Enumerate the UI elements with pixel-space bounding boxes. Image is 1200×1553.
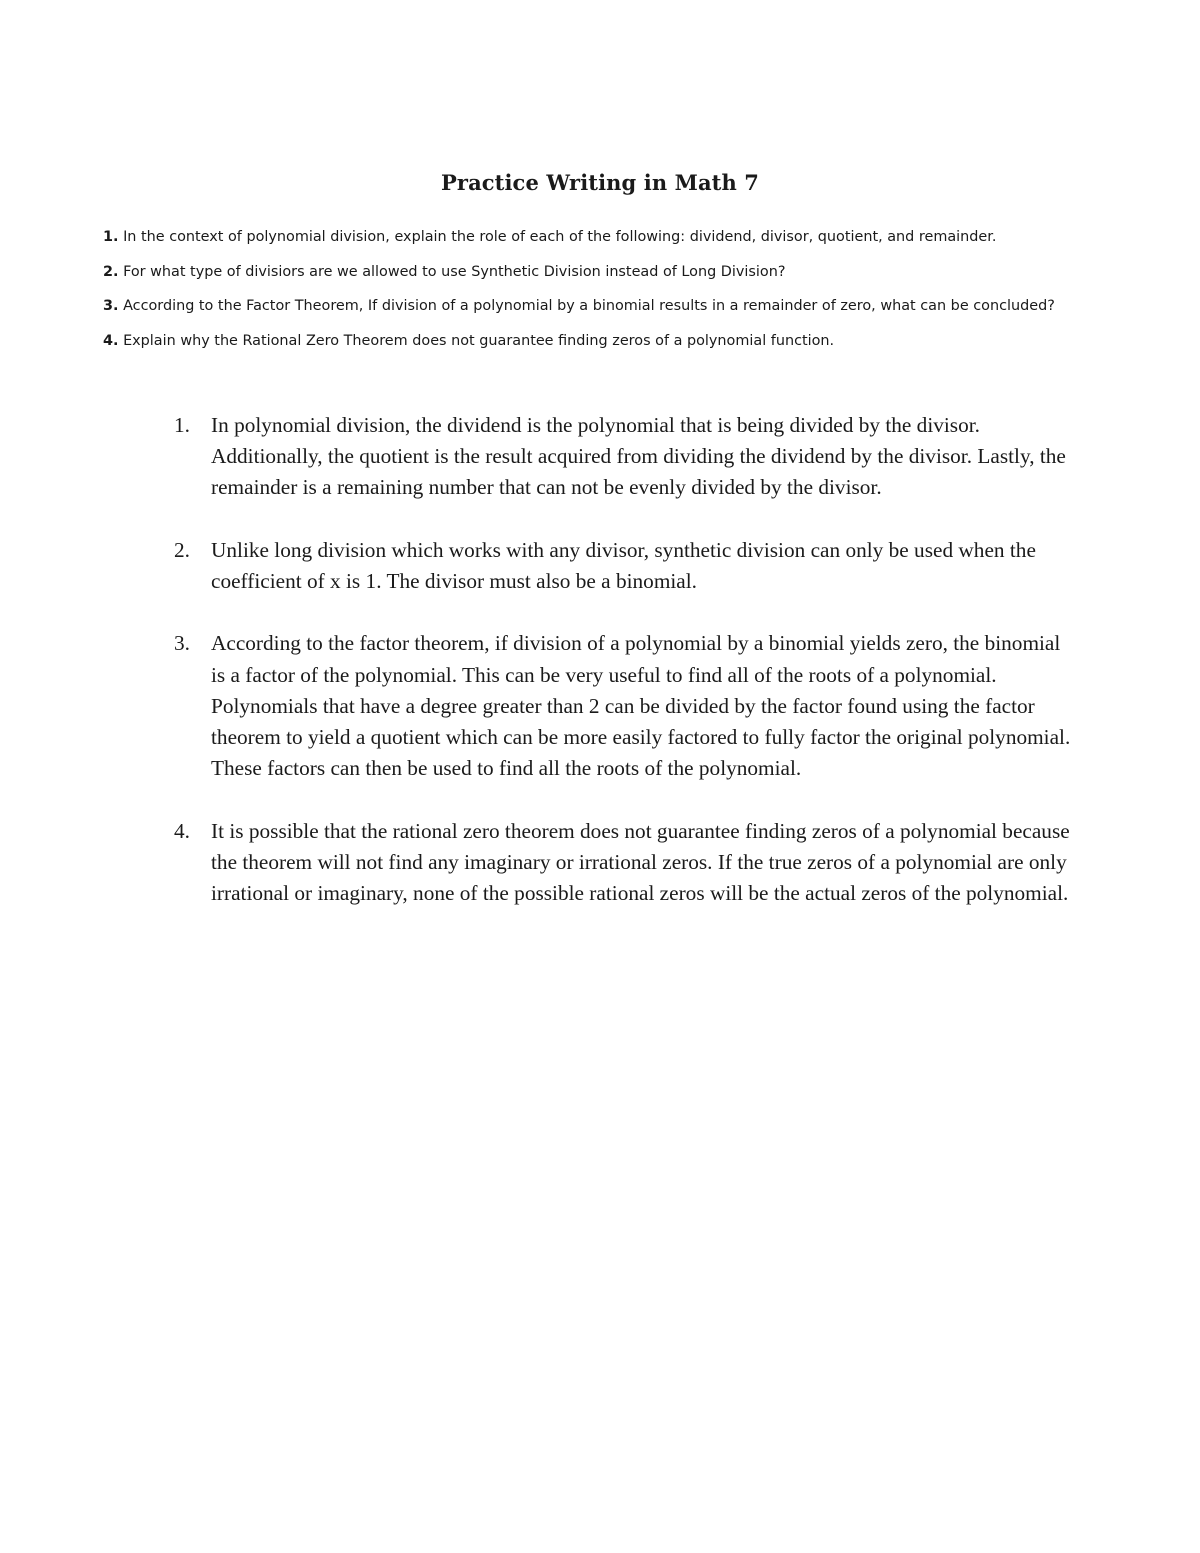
answer-text: In polynomial division, the dividend is the polynomial that is being divided by the divisor. Additionally, the quotient is the result acquired from dividing the dividend by the divisor. Lastly, the remainder is a remaining number that can not be evenly divided by the divisor. — [211, 413, 1066, 500]
question-number: 1. — [103, 229, 119, 245]
question-number: 4. — [103, 332, 119, 349]
question-text: Explain why the Rational Zero Theorem does not guarantee finding zeros of a polynomial function. — [123, 332, 835, 349]
question-item — [103, 261, 1143, 296]
question-text: According to the Factor Theorem, If division of a polynomial by a binomial results in a remainder of zero, what can be concluded? — [123, 298, 1055, 314]
answer-number: 2. — [174, 537, 190, 562]
answer-item — [174, 535, 1074, 597]
answer-text: Unlike long division which works with any divisor, synthetic division can only be used when the coefficient of x is 1. The divisor must also be a binomial. — [211, 537, 1036, 593]
question-text: For what type of divisiors are we allowed to use Synthetic Division instead of Long Division? — [123, 263, 786, 280]
answer-item — [174, 410, 1074, 504]
question-text: In the context of polynomial division, explain the role of each of the following: dividend, divisor, quotient, and remainder. — [123, 229, 997, 245]
answer-number: 4. — [174, 818, 190, 843]
question-number: 2. — [103, 263, 119, 280]
question-number: 3. — [103, 298, 119, 314]
question-item — [103, 226, 1143, 261]
answer-text: According to the factor theorem, if division of a polynomial by a binomial yields zero, the binomial is a factor of the polynomial. This can be very useful to find all of the roots of a polynomial. Polynomials that have a degree greater than 2 can be divided by the factor found using the factor theorem to yield a quotient which can be more easily factored to fully factor the original polynomial. These factors can then be used to find all the roots of the polynomial. — [211, 631, 1071, 781]
answer-text: It is possible that the rational zero theorem does not guarantee finding zeros of a polynomial because the theorem will not find any imaginary or irrational zeros. If the true zeros of a polynomial are only irrational or imaginary, none of the possible rational zeros will be the actual zeros of the polynomial. — [211, 818, 1070, 905]
question-list — [103, 226, 1143, 364]
answer-number: 1. — [174, 413, 190, 437]
question-item — [103, 330, 1143, 365]
answer-number: 3. — [174, 631, 190, 656]
question-item — [103, 295, 1143, 330]
answer-list — [174, 410, 1074, 940]
answer-item — [174, 628, 1074, 784]
page-title: Practice Writing in Math 7 — [441, 170, 759, 195]
answer-item — [174, 816, 1074, 910]
